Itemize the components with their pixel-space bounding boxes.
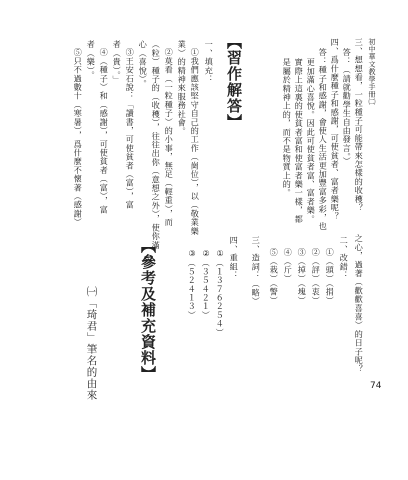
page-number: 74 <box>370 381 382 391</box>
regroup-answer-2: ②（３５４２１） <box>201 248 212 320</box>
question-4-answer-line-2: 更加滿心喜悅。因此可使貧者富、富者樂。 <box>306 58 317 224</box>
question-4-answer-line-1: 答：種子和感謝，會使人生活更加豐富多彩，也 <box>318 48 329 231</box>
question-4: 四、爲什麼種子和感謝，可使貧者、富者樂呢？ <box>330 38 341 221</box>
question-4-answer-line-3: 實際上這裏的使貧者富和使富者樂一樣，都 <box>294 58 305 224</box>
item-5-line-1: ⑤只不過數十（寒暑），爲什麼不懷著（感謝） <box>73 48 84 227</box>
correction-item-4: ④（斤） <box>283 248 294 283</box>
correction-item-5: ⑤（栽）（警） <box>269 248 280 305</box>
item-1-line-2: 業）的精神來服務社會。 <box>177 40 188 136</box>
correction-item-2: ②（評）（衷） <box>311 248 322 305</box>
dictation-title: 三、造詞：（略） <box>251 236 262 306</box>
item-3-line-1: ③王安石說：「讀書，可使貧者（富），富 <box>125 48 136 210</box>
item-2-line-2: （粒）種子的（收穫），往往出你（意想之外），使你滿 <box>151 40 162 250</box>
question-3: 三、想想看，一粒種子可能帶來怎樣的收穫？ <box>354 38 365 212</box>
item-2-line-1: ②莫看（一粒種子）的小事，無足（輕重），而 <box>164 48 175 227</box>
fill-in-title: 一、填充： <box>204 40 215 84</box>
practice-section-title: 【習作解答】 <box>225 34 243 130</box>
correction-item-3: ③（掉）（塊） <box>297 248 308 305</box>
running-header: 初中華文教學手冊㈡ <box>368 38 376 106</box>
question-3-answer: 答：（請就勸學生自由發言。） <box>342 48 353 166</box>
question-4-answer-line-4: 是屬於精神上的，而不是物質上的。 <box>282 58 293 198</box>
regroup-title: 四、重組： <box>229 236 240 280</box>
correction-title: 二、改錯： <box>339 236 350 280</box>
regroup-answer-3: ③（５２４１３） <box>187 248 198 320</box>
correction-item-1: ①（頭）（捐） <box>325 248 336 305</box>
continuation-line: 之心，過著（歡歡喜喜）的日子呢？ <box>354 234 365 374</box>
item-4-line-2: 者（樂）。 <box>86 40 97 80</box>
item-1-line-1: ①我們應該堅守自己的工作（崗位），以（敬業樂 <box>190 48 201 236</box>
item-4-line-1: ④（種子）和（感謝），可使貧者（富），富 <box>99 48 110 214</box>
reference-subtitle: ㈠「琦君」筆名的由來 <box>85 286 98 401</box>
item-3-line-2: 者（貴）。」 <box>112 40 123 84</box>
reference-section-title: 【參考及補充資料】 <box>139 238 157 382</box>
regroup-answer-1: ①（１３７６２５４） <box>215 248 226 337</box>
item-2-line-3: 心（喜悅）。 <box>138 40 149 89</box>
